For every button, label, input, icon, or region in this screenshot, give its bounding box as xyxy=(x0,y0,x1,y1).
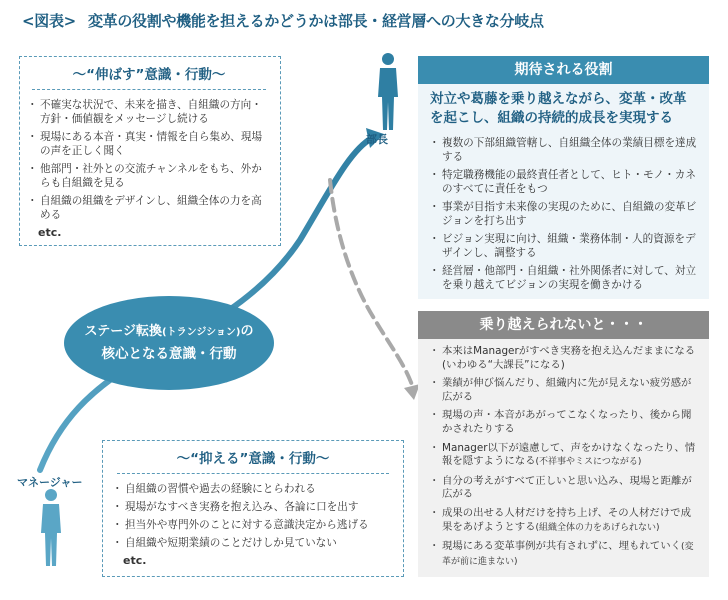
fail-item-note: (組織全体の力をあげられない) xyxy=(535,522,660,533)
role-item: ・ ビジョン実現に向け、組織・業務体制・人的資源をデザインし、調整する xyxy=(430,232,699,260)
manager-person-icon xyxy=(40,488,62,568)
role-item: ・ 特定職務機能の最終責任者として、ヒト・モノ・カネのすべてに責任をもつ xyxy=(430,168,699,196)
title-text: 変革の役割や機能を担えるかどうかは部長・経営層への大きな分岐点 xyxy=(87,12,544,30)
suppress-list xyxy=(113,482,393,550)
suppress-item: ・ 担当外や専門外のことに対する意識決定から逃げる xyxy=(113,518,393,532)
suppress-box-title-text: ～“抑える”意識・行動～ xyxy=(176,451,330,467)
fail-item xyxy=(430,540,699,569)
grow-box-title-text: ～“伸ばす”意識・行動～ xyxy=(72,67,226,83)
grow-list xyxy=(28,98,270,222)
fail-item-text: Manager以下が遠慮して、声をかけなくなったり、情報を隠すようになる xyxy=(442,441,696,468)
fail-item xyxy=(430,377,699,404)
roles-header: 期待される役割 xyxy=(418,56,709,84)
fail-panel xyxy=(418,339,709,577)
roles-heading-line2: を起こし、組織の持続的成長を実現する xyxy=(430,110,673,126)
stage-line1-main: ステージ転換 xyxy=(84,324,162,339)
figure-tag: <図表> xyxy=(22,12,76,30)
fail-item-text: 業績が伸び悩んだり、組織内に先が見えない疲労感が広がる xyxy=(442,377,692,403)
fail-header: 乗り越えられないと・・・ xyxy=(418,311,709,339)
fail-item-note: (不祥事やミスにつながる) xyxy=(535,457,642,468)
grow-box-title xyxy=(28,63,270,90)
bucho-label: 部長 xyxy=(366,133,388,146)
fail-item-text: 自分の考えがすべて正しいと思い込み、現場と距離が広がる xyxy=(442,474,692,501)
manager-label: マネージャー xyxy=(17,476,83,489)
stage-transition-ellipse xyxy=(64,296,274,390)
roles-list xyxy=(430,136,699,292)
role-item: ・ 事業が目指す未来像の実現のために、自組織の変革ビジョンを打ち出す xyxy=(430,200,699,228)
fail-item xyxy=(430,345,699,372)
fail-item xyxy=(430,475,699,502)
fail-list xyxy=(430,345,699,569)
stage-line1-small: (トランジション) xyxy=(162,327,241,338)
suppress-behavior-box xyxy=(102,440,404,577)
fail-item xyxy=(430,409,699,436)
grow-item: ・ 現場にある本音・真実・情報を自ら集め、現場の声を正しく聞く xyxy=(28,130,270,158)
fail-item-text: 成果の出せる人材だけを持ち上げ、その人材だけで成果をあげようとする xyxy=(442,506,691,533)
grow-etc: etc. xyxy=(38,226,62,239)
roles-panel xyxy=(418,84,709,299)
fail-item xyxy=(430,507,699,535)
suppress-etc: etc. xyxy=(123,554,147,567)
suppress-item: ・ 自組織や短期業績のことだけしか見ていない xyxy=(113,536,393,550)
suppress-item: ・ 自組織の習慣や過去の経験にとらわれる xyxy=(113,482,393,496)
grow-item: ・ 不確実な状況で、未来を描き、自組織の方向・方針・価値観をメッセージし続ける xyxy=(28,98,270,126)
fail-item-note: (変革が前に進まない) xyxy=(442,542,694,567)
stage-line2: 核心となる意識・行動 xyxy=(101,346,237,362)
suppress-box-title xyxy=(113,447,393,474)
roles-heading-line1: 対立や葛藤を乗り越えながら、変革・改革 xyxy=(430,91,687,107)
fail-curve xyxy=(330,180,412,385)
grow-behavior-box xyxy=(19,56,281,246)
bucho-person-icon xyxy=(377,52,399,132)
stage-line1-end: の xyxy=(240,324,254,339)
grow-item: ・ 他部門・社外との交流チャンネルをもち、外からも自組織を見る xyxy=(28,162,270,190)
fail-item-text: 現場にある変革事例が共有されずに、埋もれていく xyxy=(442,540,681,553)
role-item: ・ 複数の下部組織管轄し、自組織全体の業績目標を達成する xyxy=(430,136,699,164)
fail-item xyxy=(430,442,699,470)
role-item: ・ 経営層・他部門・自組織・社外関係者に対して、対立を乗り越えてビジョンの実現を働きかける xyxy=(430,264,699,292)
grow-item: ・ 自組織の組織をデザインし、組織全体の力を高める xyxy=(28,194,270,222)
fail-item-text: 現場の声・本音があがってこなくなったり、後から聞かされたりする xyxy=(442,409,692,435)
fail-item-text: 本来はManagerがすべき実務を抱え込んだままになる(いわゆる“大課長”になる) xyxy=(442,345,696,371)
suppress-item: ・ 現場がなすべき実務を抱え込み、各論に口を出す xyxy=(113,500,393,514)
roles-heading xyxy=(430,90,699,128)
